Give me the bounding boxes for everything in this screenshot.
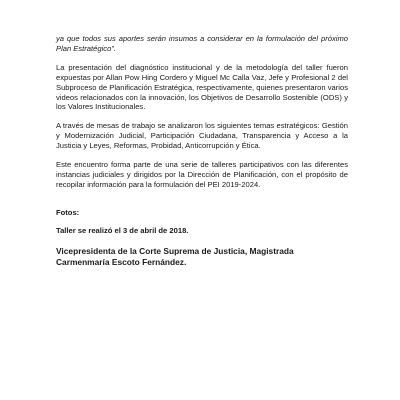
photos-label: Fotos: — [56, 207, 80, 217]
paragraph-presentation: La presentación del diagnóstico institucional y de la metodología del taller fueron expuestas por Allan Pow Hing Cordero y Miguel Mc Calla Vaz, Jefe y Profesional 2 del Subproceso de Planificación Estratégica, respectivamente, quienes presentaron varios videos relacionados con la innovación, los Objetivos de Desarrollo Sostenible (ODS) y los Valores Institucionales. — [56, 62, 348, 112]
quote-ending: ya que todos sus aportes serán insumos a considerar en la formulación del próximo Plan Estratégico”. — [56, 34, 348, 53]
photo-caption-date: Taller se realizó el 3 de abril de 2018. — [56, 226, 189, 236]
paragraph-work-tables: A través de mesas de trabajo se analizaron los siguientes temas estratégicos: Gestión y Modernización Judicial, Participación Ciudadana, Transparencia y Acceso a la Justicia y Leyes, Reformas, Probidad, Anticorrupción y Ética. — [56, 121, 348, 151]
photo-caption-person: Vicepresidenta de la Corte Suprema de Justicia, Magistrada Carmenmaría Escoto Fernández. — [56, 245, 294, 267]
paragraph-workshop-series: Este encuentro forma parte de una serie de talleres participativos con las diferentes instancias judiciales y dirigidos por la Dirección de Planificación, con el propósito de recopilar información para la formulación del PEI 2019-2024. — [56, 160, 348, 189]
document-page — [56, 34, 348, 268]
